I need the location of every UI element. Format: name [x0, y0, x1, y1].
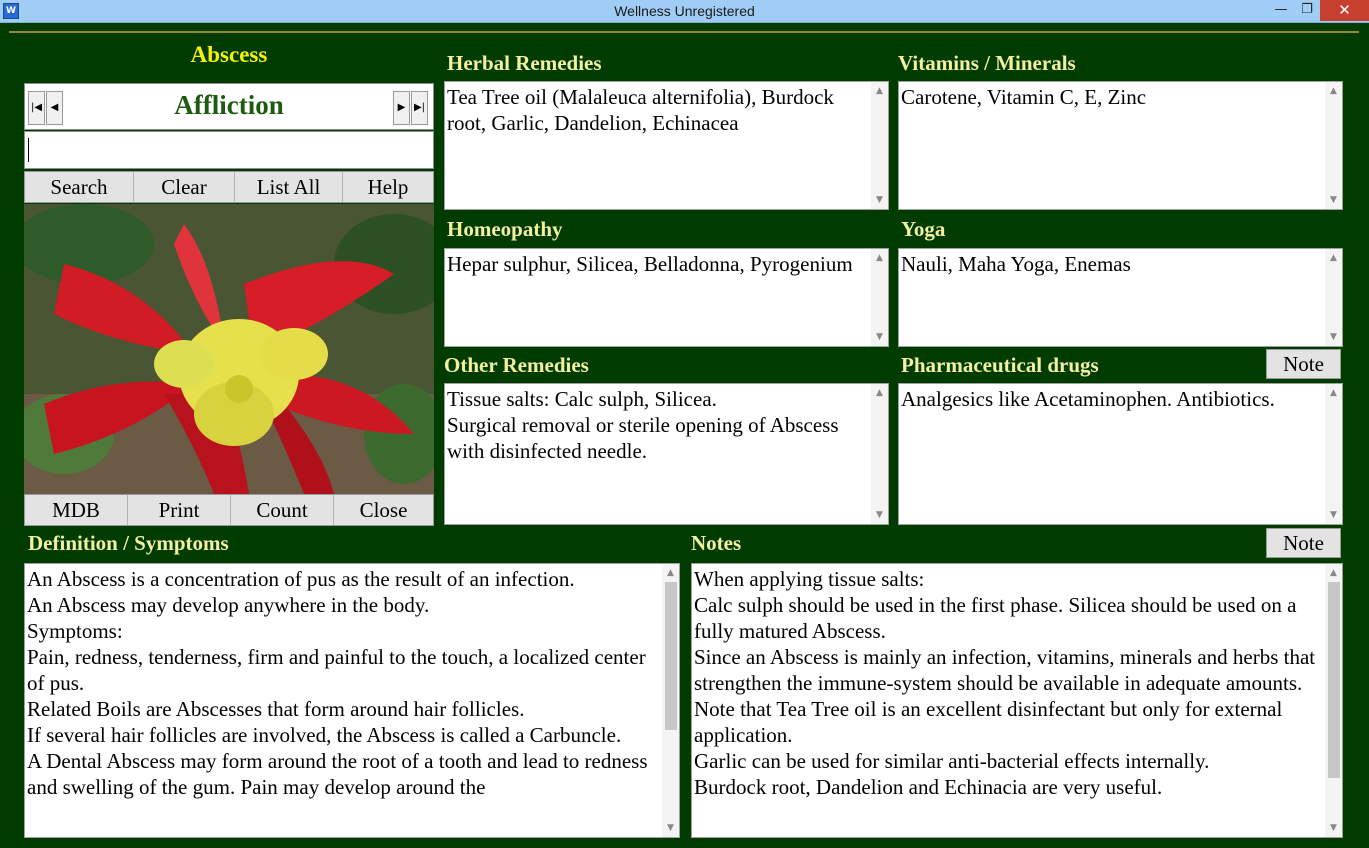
- mdb-button[interactable]: MDB: [25, 495, 128, 525]
- notes-text: When applying tissue salts: Calc sulph should be used in the first phase. Silicea should be used on a fully matured Abscess. Since an Abscess is mainly an infection, vitamins, minerals and herbs that strengthen the immune-system should be available in adequate amounts. Note that Tea Tree oil is an excellent disinfectant but only for external application. Garlic can be used for similar anti-bacterial effects internally. Burdock root, Dandelion and Echinacia are very useful.: [694, 567, 1316, 799]
- pharmaceutical-drugs-label: Pharmaceutical drugs: [901, 353, 1099, 377]
- vitamins-minerals-text: Carotene, Vitamin C, E, Zinc: [901, 85, 1147, 109]
- notes-label: Notes: [691, 531, 742, 555]
- scroll-up-icon[interactable]: ▲: [876, 86, 883, 96]
- affliction-navigator: [24, 83, 434, 130]
- scrollbar[interactable]: [662, 564, 679, 837]
- scroll-down-icon[interactable]: ▼: [1330, 332, 1337, 342]
- count-button[interactable]: Count: [231, 495, 334, 525]
- close-window-button[interactable]: ✕: [1320, 0, 1369, 21]
- homeopathy-textbox[interactable]: [444, 248, 889, 347]
- toolbar-top: [24, 171, 434, 203]
- scroll-up-icon[interactable]: ▲: [667, 568, 674, 578]
- notes-note-button[interactable]: Note: [1266, 528, 1341, 558]
- notes-textbox[interactable]: [691, 563, 1343, 838]
- text-caret: [28, 138, 29, 162]
- yoga-textbox[interactable]: [898, 248, 1343, 347]
- scroll-up-icon[interactable]: ▲: [876, 388, 883, 398]
- scroll-down-icon[interactable]: ▼: [1330, 510, 1337, 520]
- scrollbar[interactable]: [871, 82, 888, 209]
- scrollbar[interactable]: [871, 384, 888, 524]
- scroll-up-icon[interactable]: ▲: [1330, 388, 1337, 398]
- nav-first-button[interactable]: |◀: [28, 91, 45, 125]
- scrollbar[interactable]: [871, 249, 888, 346]
- herbal-remedies-label: Herbal Remedies: [447, 51, 602, 75]
- scroll-down-icon[interactable]: ▼: [1330, 195, 1337, 205]
- divider-line: [9, 31, 1359, 33]
- vitamins-minerals-label: Vitamins / Minerals: [898, 51, 1076, 75]
- maximize-button[interactable]: ❐: [1301, 2, 1313, 17]
- scrollbar[interactable]: [1325, 564, 1342, 837]
- nav-last-button[interactable]: ▶|: [411, 91, 428, 125]
- scroll-down-icon[interactable]: ▼: [876, 510, 883, 520]
- close-button[interactable]: Close: [359, 498, 408, 522]
- herbal-remedies-text: Tea Tree oil (Malaleuca alternifolia), Burdock root, Garlic, Dandelion, Echinacea: [447, 85, 834, 135]
- scroll-up-icon[interactable]: ▲: [1330, 86, 1337, 96]
- herbal-remedies-textbox[interactable]: [444, 81, 889, 210]
- scroll-down-icon[interactable]: ▼: [1330, 823, 1337, 833]
- other-remedies-label: Other Remedies: [444, 353, 589, 377]
- list-all-button[interactable]: List All: [235, 172, 343, 202]
- help-button[interactable]: Help: [367, 175, 409, 199]
- scrollbar[interactable]: [1325, 384, 1342, 524]
- definition-symptoms-textbox[interactable]: [24, 563, 680, 838]
- scrollbar[interactable]: [1325, 249, 1342, 346]
- flower-photo: [24, 204, 434, 494]
- scroll-down-icon[interactable]: ▼: [876, 195, 883, 205]
- pharmaceutical-drugs-text: Analgesics like Acetaminophen. Antibiotics.: [901, 387, 1275, 411]
- scroll-up-icon[interactable]: ▲: [876, 253, 883, 263]
- minimize-button[interactable]: —: [1274, 2, 1288, 17]
- definition-symptoms-label: Definition / Symptoms: [28, 531, 229, 555]
- print-button[interactable]: Print: [128, 495, 231, 525]
- title-bar: [0, 0, 1369, 23]
- yoga-label: Yoga: [901, 217, 946, 241]
- scrollbar-thumb[interactable]: [1328, 582, 1340, 778]
- scrollbar-thumb[interactable]: [665, 582, 677, 730]
- scroll-up-icon[interactable]: ▲: [1330, 253, 1337, 263]
- homeopathy-label: Homeopathy: [447, 217, 563, 241]
- other-remedies-textbox[interactable]: [444, 383, 889, 525]
- pharmaceutical-drugs-textbox[interactable]: [898, 383, 1343, 525]
- vitamins-minerals-textbox[interactable]: [898, 81, 1343, 210]
- navigator-title: Affliction: [174, 90, 284, 120]
- scroll-down-icon[interactable]: ▼: [876, 332, 883, 342]
- affliction-heading: Abscess: [190, 42, 268, 67]
- yoga-text: Nauli, Maha Yoga, Enemas: [901, 252, 1131, 276]
- homeopathy-text: Hepar sulphur, Silicea, Belladonna, Pyrogenium: [447, 252, 853, 276]
- scrollbar[interactable]: [1325, 82, 1342, 209]
- toolbar-bottom: [24, 494, 434, 526]
- clear-button[interactable]: Clear: [134, 172, 235, 202]
- nav-next-button[interactable]: ▶: [393, 91, 410, 125]
- search-input[interactable]: [24, 131, 434, 169]
- scroll-up-icon[interactable]: ▲: [1330, 568, 1337, 578]
- other-remedies-text: Tissue salts: Calc sulph, Silicea. Surgical removal or sterile opening of Abscess with disinfected needle.: [447, 387, 839, 463]
- search-button[interactable]: Search: [25, 172, 134, 202]
- scroll-down-icon[interactable]: ▼: [667, 823, 674, 833]
- app-icon[interactable]: W: [3, 3, 19, 19]
- window-title: Wellness Unregistered: [614, 3, 755, 19]
- pharma-note-button[interactable]: Note: [1266, 349, 1341, 379]
- definition-symptoms-text: An Abscess is a concentration of pus as the result of an infection. An Abscess may develop anywhere in the body. Symptoms: Pain, redness, tenderness, firm and painful to the touch, a localized center of pus. Related Boils are Abscesses that form around hair follicles. If several hair follicles are involved, the Abscess is called a Carbuncle. A Dental Abscess may form around the root of a tooth and lead to redness and swelling of the gum. Pain may develop around the: [27, 567, 648, 799]
- nav-prev-button[interactable]: ◀: [46, 91, 63, 125]
